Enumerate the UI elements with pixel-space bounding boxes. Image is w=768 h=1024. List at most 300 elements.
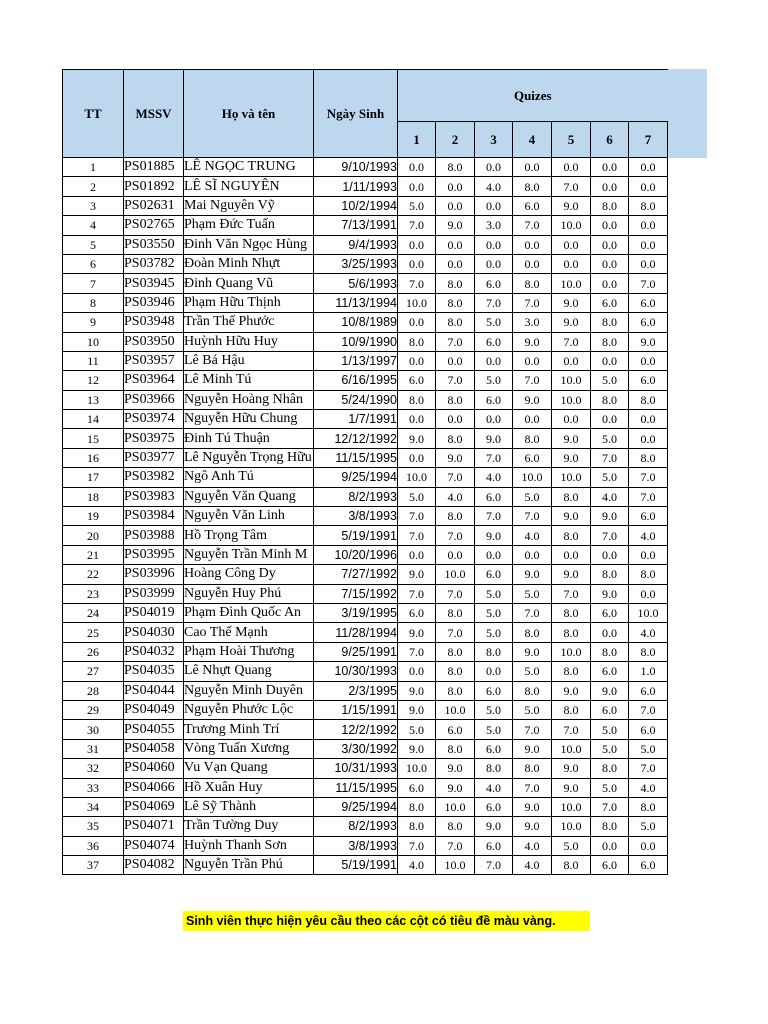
cell-quiz-1[interactable]: 4.0 — [398, 856, 436, 875]
cell-quiz-5[interactable]: 0.0 — [552, 545, 591, 564]
cell-quiz-7[interactable]: 9.0 — [629, 332, 668, 351]
cell-quiz-6[interactable]: 5.0 — [591, 429, 629, 448]
cell-quiz-1[interactable]: 9.0 — [398, 565, 436, 584]
header-quiz-7[interactable]: 7 — [629, 122, 668, 158]
cell-name[interactable]: Nguyễn Văn Linh — [184, 507, 314, 526]
cell-quiz-2[interactable]: 7.0 — [436, 468, 475, 487]
cell-dob[interactable]: 3/25/1993 — [314, 254, 398, 273]
cell-quiz-2[interactable]: 7.0 — [436, 584, 475, 603]
cell-quiz-5[interactable]: 9.0 — [552, 196, 591, 215]
cell-dob[interactable]: 7/13/1991 — [314, 216, 398, 235]
cell-quiz-6[interactable]: 6.0 — [591, 856, 629, 875]
cell-name[interactable]: Đinh Văn Ngọc Hùng — [184, 235, 314, 254]
cell-quiz-1[interactable]: 8.0 — [398, 332, 436, 351]
header-quiz-5[interactable]: 5 — [552, 122, 591, 158]
cell-mssv[interactable]: PS01885 — [124, 158, 184, 177]
cell-quiz-1[interactable]: 7.0 — [398, 507, 436, 526]
cell-mssv[interactable]: PS04058 — [124, 739, 184, 758]
cell-quiz-3[interactable]: 7.0 — [475, 856, 513, 875]
cell-dob[interactable]: 11/15/1995 — [314, 778, 398, 797]
cell-quiz-6[interactable]: 8.0 — [591, 565, 629, 584]
cell-name[interactable]: Hồ Xuân Huy — [184, 778, 314, 797]
cell-mssv[interactable]: PS04032 — [124, 642, 184, 661]
cell-tt[interactable]: 2 — [63, 177, 124, 196]
cell-tt[interactable]: 12 — [63, 371, 124, 390]
cell-mssv[interactable]: PS03946 — [124, 293, 184, 312]
cell-dob[interactable]: 7/15/1992 — [314, 584, 398, 603]
header-dob[interactable]: Ngày Sinh — [314, 70, 398, 158]
cell-quiz-6[interactable]: 8.0 — [591, 196, 629, 215]
header-quiz-1[interactable]: 1 — [398, 122, 436, 158]
cell-quiz-4[interactable]: 4.0 — [513, 526, 552, 545]
cell-quiz-3[interactable]: 3.0 — [475, 216, 513, 235]
cell-quiz-5[interactable]: 0.0 — [552, 351, 591, 370]
cell-quiz-6[interactable]: 6.0 — [591, 662, 629, 681]
cell-quiz-2[interactable]: 10.0 — [436, 856, 475, 875]
cell-tt[interactable]: 21 — [63, 545, 124, 564]
cell-quiz-1[interactable]: 0.0 — [398, 254, 436, 273]
cell-name[interactable]: Đinh Tú Thuận — [184, 429, 314, 448]
cell-dob[interactable]: 9/10/1993 — [314, 158, 398, 177]
cell-quiz-7[interactable]: 6.0 — [629, 371, 668, 390]
cell-quiz-1[interactable]: 7.0 — [398, 526, 436, 545]
cell-quiz-1[interactable]: 0.0 — [398, 313, 436, 332]
cell-quiz-5[interactable]: 9.0 — [552, 313, 591, 332]
cell-mssv[interactable]: PS03999 — [124, 584, 184, 603]
header-quiz-3[interactable]: 3 — [475, 122, 513, 158]
cell-quiz-4[interactable]: 7.0 — [513, 720, 552, 739]
cell-quiz-2[interactable]: 9.0 — [436, 759, 475, 778]
cell-quiz-7[interactable]: 0.0 — [629, 410, 668, 429]
cell-quiz-1[interactable]: 0.0 — [398, 448, 436, 467]
cell-mssv[interactable]: PS03995 — [124, 545, 184, 564]
cell-quiz-2[interactable]: 9.0 — [436, 448, 475, 467]
cell-quiz-4[interactable]: 7.0 — [513, 603, 552, 622]
cell-quiz-6[interactable]: 5.0 — [591, 371, 629, 390]
cell-quiz-5[interactable]: 9.0 — [552, 759, 591, 778]
cell-quiz-5[interactable]: 8.0 — [552, 487, 591, 506]
cell-quiz-3[interactable]: 5.0 — [475, 700, 513, 719]
cell-quiz-4[interactable]: 7.0 — [513, 371, 552, 390]
cell-quiz-2[interactable]: 4.0 — [436, 487, 475, 506]
cell-quiz-2[interactable]: 6.0 — [436, 720, 475, 739]
cell-name[interactable]: LÊ SĨ NGUYÊN — [184, 177, 314, 196]
cell-tt[interactable]: 34 — [63, 797, 124, 816]
cell-dob[interactable]: 6/16/1995 — [314, 371, 398, 390]
cell-quiz-1[interactable]: 0.0 — [398, 235, 436, 254]
cell-quiz-3[interactable]: 7.0 — [475, 507, 513, 526]
cell-quiz-6[interactable]: 9.0 — [591, 507, 629, 526]
cell-mssv[interactable]: PS04049 — [124, 700, 184, 719]
cell-quiz-6[interactable]: 8.0 — [591, 313, 629, 332]
cell-quiz-3[interactable]: 5.0 — [475, 720, 513, 739]
cell-mssv[interactable]: PS04019 — [124, 603, 184, 622]
cell-quiz-6[interactable]: 4.0 — [591, 487, 629, 506]
cell-quiz-3[interactable]: 6.0 — [475, 836, 513, 855]
cell-quiz-2[interactable]: 8.0 — [436, 293, 475, 312]
cell-quiz-4[interactable]: 9.0 — [513, 797, 552, 816]
cell-quiz-4[interactable]: 7.0 — [513, 216, 552, 235]
cell-quiz-2[interactable]: 7.0 — [436, 836, 475, 855]
cell-mssv[interactable]: PS03996 — [124, 565, 184, 584]
cell-mssv[interactable]: PS03948 — [124, 313, 184, 332]
cell-quiz-7[interactable]: 0.0 — [629, 584, 668, 603]
cell-name[interactable]: Trương Minh Trí — [184, 720, 314, 739]
cell-mssv[interactable]: PS04044 — [124, 681, 184, 700]
cell-quiz-3[interactable]: 7.0 — [475, 293, 513, 312]
cell-quiz-4[interactable]: 8.0 — [513, 759, 552, 778]
cell-quiz-4[interactable]: 8.0 — [513, 274, 552, 293]
header-quiz-6[interactable]: 6 — [591, 122, 629, 158]
cell-name[interactable]: Nguyễn Trần Minh M — [184, 545, 314, 564]
cell-tt[interactable]: 22 — [63, 565, 124, 584]
cell-quiz-3[interactable]: 5.0 — [475, 584, 513, 603]
cell-name[interactable]: Trần Thế Phước — [184, 313, 314, 332]
cell-quiz-4[interactable]: 0.0 — [513, 545, 552, 564]
cell-mssv[interactable]: PS01892 — [124, 177, 184, 196]
cell-quiz-4[interactable]: 7.0 — [513, 293, 552, 312]
cell-quiz-2[interactable]: 7.0 — [436, 332, 475, 351]
cell-quiz-7[interactable]: 7.0 — [629, 274, 668, 293]
cell-quiz-6[interactable]: 0.0 — [591, 254, 629, 273]
cell-dob[interactable]: 10/9/1990 — [314, 332, 398, 351]
cell-quiz-5[interactable]: 8.0 — [552, 662, 591, 681]
cell-quiz-2[interactable]: 8.0 — [436, 429, 475, 448]
cell-quiz-3[interactable]: 9.0 — [475, 526, 513, 545]
cell-quiz-1[interactable]: 0.0 — [398, 177, 436, 196]
cell-dob[interactable]: 1/11/1993 — [314, 177, 398, 196]
cell-quiz-7[interactable]: 6.0 — [629, 681, 668, 700]
cell-quiz-7[interactable]: 7.0 — [629, 487, 668, 506]
cell-name[interactable]: LÊ NGỌC TRUNG — [184, 158, 314, 177]
cell-quiz-4[interactable]: 9.0 — [513, 332, 552, 351]
cell-quiz-1[interactable]: 0.0 — [398, 410, 436, 429]
cell-name[interactable]: Nguyễn Phước Lộc — [184, 700, 314, 719]
cell-quiz-1[interactable]: 7.0 — [398, 836, 436, 855]
cell-dob[interactable]: 10/30/1993 — [314, 662, 398, 681]
cell-quiz-6[interactable]: 5.0 — [591, 778, 629, 797]
cell-tt[interactable]: 37 — [63, 856, 124, 875]
cell-quiz-2[interactable]: 0.0 — [436, 177, 475, 196]
cell-name[interactable]: Lê Minh Tú — [184, 371, 314, 390]
cell-dob[interactable]: 10/31/1993 — [314, 759, 398, 778]
cell-quiz-7[interactable]: 1.0 — [629, 662, 668, 681]
cell-tt[interactable]: 16 — [63, 448, 124, 467]
cell-quiz-7[interactable]: 0.0 — [629, 545, 668, 564]
cell-quiz-6[interactable]: 0.0 — [591, 410, 629, 429]
cell-quiz-3[interactable]: 7.0 — [475, 448, 513, 467]
cell-mssv[interactable]: PS04060 — [124, 759, 184, 778]
cell-mssv[interactable]: PS04066 — [124, 778, 184, 797]
cell-tt[interactable]: 15 — [63, 429, 124, 448]
cell-quiz-4[interactable]: 8.0 — [513, 623, 552, 642]
cell-name[interactable]: Lê Nhựt Quang — [184, 662, 314, 681]
cell-quiz-1[interactable]: 6.0 — [398, 603, 436, 622]
cell-quiz-6[interactable]: 7.0 — [591, 448, 629, 467]
cell-quiz-3[interactable]: 6.0 — [475, 739, 513, 758]
cell-dob[interactable]: 5/19/1991 — [314, 856, 398, 875]
cell-mssv[interactable]: PS02631 — [124, 196, 184, 215]
cell-quiz-2[interactable]: 8.0 — [436, 313, 475, 332]
cell-mssv[interactable]: PS03988 — [124, 526, 184, 545]
cell-name[interactable]: Nguyễn Hữu Chung — [184, 410, 314, 429]
cell-quiz-1[interactable]: 7.0 — [398, 584, 436, 603]
cell-quiz-6[interactable]: 0.0 — [591, 216, 629, 235]
cell-dob[interactable]: 5/24/1990 — [314, 390, 398, 409]
cell-name[interactable]: Phạm Hoài Thương — [184, 642, 314, 661]
cell-name[interactable]: Mai Nguyên Vỹ — [184, 196, 314, 215]
cell-quiz-3[interactable]: 6.0 — [475, 390, 513, 409]
cell-quiz-7[interactable]: 0.0 — [629, 177, 668, 196]
cell-mssv[interactable]: PS04055 — [124, 720, 184, 739]
cell-mssv[interactable]: PS03957 — [124, 351, 184, 370]
cell-mssv[interactable]: PS03982 — [124, 468, 184, 487]
cell-quiz-4[interactable]: 0.0 — [513, 410, 552, 429]
cell-quiz-2[interactable]: 10.0 — [436, 700, 475, 719]
cell-quiz-7[interactable]: 5.0 — [629, 739, 668, 758]
cell-dob[interactable]: 1/7/1991 — [314, 410, 398, 429]
cell-quiz-3[interactable]: 6.0 — [475, 681, 513, 700]
cell-quiz-6[interactable]: 5.0 — [591, 720, 629, 739]
cell-quiz-5[interactable]: 0.0 — [552, 158, 591, 177]
cell-quiz-5[interactable]: 10.0 — [552, 468, 591, 487]
cell-quiz-4[interactable]: 3.0 — [513, 313, 552, 332]
cell-quiz-4[interactable]: 6.0 — [513, 448, 552, 467]
cell-tt[interactable]: 23 — [63, 584, 124, 603]
cell-quiz-2[interactable]: 0.0 — [436, 351, 475, 370]
cell-quiz-5[interactable]: 9.0 — [552, 507, 591, 526]
cell-quiz-1[interactable]: 5.0 — [398, 720, 436, 739]
cell-quiz-6[interactable]: 7.0 — [591, 797, 629, 816]
cell-name[interactable]: Phạm Đình Quốc An — [184, 603, 314, 622]
cell-quiz-7[interactable]: 8.0 — [629, 196, 668, 215]
cell-name[interactable]: Ngô Anh Tú — [184, 468, 314, 487]
cell-name[interactable]: Cao Thế Mạnh — [184, 623, 314, 642]
cell-mssv[interactable]: PS03974 — [124, 410, 184, 429]
cell-name[interactable]: Nguyễn Minh Duyên — [184, 681, 314, 700]
cell-quiz-1[interactable]: 6.0 — [398, 778, 436, 797]
cell-quiz-2[interactable]: 10.0 — [436, 797, 475, 816]
cell-tt[interactable]: 19 — [63, 507, 124, 526]
cell-quiz-3[interactable]: 4.0 — [475, 177, 513, 196]
cell-quiz-2[interactable]: 8.0 — [436, 681, 475, 700]
cell-mssv[interactable]: PS03975 — [124, 429, 184, 448]
cell-mssv[interactable]: PS03964 — [124, 371, 184, 390]
cell-quiz-1[interactable]: 5.0 — [398, 196, 436, 215]
cell-quiz-7[interactable]: 4.0 — [629, 526, 668, 545]
cell-name[interactable]: Huỳnh Thanh Sơn — [184, 836, 314, 855]
cell-name[interactable]: Đinh Quang Vũ — [184, 274, 314, 293]
cell-quiz-7[interactable]: 10.0 — [629, 603, 668, 622]
cell-quiz-7[interactable]: 7.0 — [629, 759, 668, 778]
cell-mssv[interactable]: PS02765 — [124, 216, 184, 235]
cell-quiz-2[interactable]: 7.0 — [436, 623, 475, 642]
cell-quiz-3[interactable]: 4.0 — [475, 468, 513, 487]
cell-name[interactable]: Huỳnh Hữu Huy — [184, 332, 314, 351]
cell-quiz-6[interactable]: 0.0 — [591, 274, 629, 293]
cell-tt[interactable]: 32 — [63, 759, 124, 778]
cell-quiz-5[interactable]: 7.0 — [552, 332, 591, 351]
cell-quiz-5[interactable]: 0.0 — [552, 254, 591, 273]
cell-quiz-1[interactable]: 7.0 — [398, 274, 436, 293]
cell-name[interactable]: Nguyễn Trần Phú — [184, 856, 314, 875]
cell-dob[interactable]: 9/25/1994 — [314, 468, 398, 487]
cell-tt[interactable]: 11 — [63, 351, 124, 370]
cell-quiz-6[interactable]: 0.0 — [591, 351, 629, 370]
cell-dob[interactable]: 9/4/1993 — [314, 235, 398, 254]
cell-quiz-2[interactable]: 8.0 — [436, 739, 475, 758]
cell-quiz-5[interactable]: 10.0 — [552, 817, 591, 836]
cell-quiz-4[interactable]: 5.0 — [513, 700, 552, 719]
cell-mssv[interactable]: PS04069 — [124, 797, 184, 816]
cell-quiz-2[interactable]: 8.0 — [436, 274, 475, 293]
cell-quiz-3[interactable]: 0.0 — [475, 254, 513, 273]
header-mssv[interactable]: MSSV — [124, 70, 184, 158]
cell-quiz-4[interactable]: 5.0 — [513, 487, 552, 506]
cell-quiz-5[interactable]: 10.0 — [552, 739, 591, 758]
cell-quiz-1[interactable]: 10.0 — [398, 293, 436, 312]
cell-quiz-4[interactable]: 9.0 — [513, 565, 552, 584]
cell-quiz-3[interactable]: 9.0 — [475, 817, 513, 836]
cell-mssv[interactable]: PS04082 — [124, 856, 184, 875]
cell-dob[interactable]: 5/19/1991 — [314, 526, 398, 545]
cell-quiz-2[interactable]: 0.0 — [436, 235, 475, 254]
cell-dob[interactable]: 1/13/1997 — [314, 351, 398, 370]
cell-quiz-2[interactable]: 9.0 — [436, 216, 475, 235]
cell-quiz-4[interactable]: 4.0 — [513, 856, 552, 875]
cell-quiz-2[interactable]: 9.0 — [436, 778, 475, 797]
cell-dob[interactable]: 12/12/1992 — [314, 429, 398, 448]
cell-quiz-6[interactable]: 0.0 — [591, 177, 629, 196]
cell-quiz-1[interactable]: 10.0 — [398, 468, 436, 487]
cell-quiz-1[interactable]: 10.0 — [398, 759, 436, 778]
cell-dob[interactable]: 9/25/1994 — [314, 797, 398, 816]
cell-quiz-3[interactable]: 8.0 — [475, 642, 513, 661]
cell-quiz-1[interactable]: 8.0 — [398, 390, 436, 409]
cell-quiz-3[interactable]: 5.0 — [475, 603, 513, 622]
cell-name[interactable]: Lê Sỹ Thành — [184, 797, 314, 816]
cell-dob[interactable]: 3/8/1993 — [314, 507, 398, 526]
cell-dob[interactable]: 10/20/1996 — [314, 545, 398, 564]
cell-quiz-6[interactable]: 8.0 — [591, 642, 629, 661]
cell-quiz-7[interactable]: 0.0 — [629, 254, 668, 273]
cell-quiz-3[interactable]: 5.0 — [475, 623, 513, 642]
cell-name[interactable]: Vòng Tuấn Xương — [184, 739, 314, 758]
cell-quiz-4[interactable]: 9.0 — [513, 390, 552, 409]
cell-name[interactable]: Vu Vạn Quang — [184, 759, 314, 778]
cell-quiz-6[interactable]: 0.0 — [591, 836, 629, 855]
cell-quiz-4[interactable]: 5.0 — [513, 584, 552, 603]
cell-mssv[interactable]: PS04030 — [124, 623, 184, 642]
cell-quiz-6[interactable]: 9.0 — [591, 681, 629, 700]
cell-tt[interactable]: 1 — [63, 158, 124, 177]
cell-quiz-2[interactable]: 8.0 — [436, 158, 475, 177]
cell-mssv[interactable]: PS04071 — [124, 817, 184, 836]
cell-dob[interactable]: 3/19/1995 — [314, 603, 398, 622]
cell-quiz-3[interactable]: 8.0 — [475, 759, 513, 778]
cell-quiz-5[interactable]: 5.0 — [552, 836, 591, 855]
cell-quiz-4[interactable]: 0.0 — [513, 351, 552, 370]
cell-quiz-7[interactable]: 6.0 — [629, 313, 668, 332]
cell-quiz-2[interactable]: 0.0 — [436, 254, 475, 273]
cell-quiz-1[interactable]: 8.0 — [398, 817, 436, 836]
cell-quiz-1[interactable]: 7.0 — [398, 642, 436, 661]
cell-quiz-4[interactable]: 0.0 — [513, 254, 552, 273]
cell-quiz-5[interactable]: 9.0 — [552, 448, 591, 467]
cell-dob[interactable]: 10/2/1994 — [314, 196, 398, 215]
cell-tt[interactable]: 29 — [63, 700, 124, 719]
cell-quiz-2[interactable]: 8.0 — [436, 507, 475, 526]
cell-quiz-5[interactable]: 8.0 — [552, 623, 591, 642]
cell-quiz-5[interactable]: 10.0 — [552, 371, 591, 390]
cell-quiz-6[interactable]: 8.0 — [591, 390, 629, 409]
cell-name[interactable]: Hoàng Công Dy — [184, 565, 314, 584]
cell-quiz-4[interactable]: 4.0 — [513, 836, 552, 855]
cell-quiz-1[interactable]: 0.0 — [398, 351, 436, 370]
cell-tt[interactable]: 24 — [63, 603, 124, 622]
cell-quiz-7[interactable]: 7.0 — [629, 468, 668, 487]
cell-quiz-5[interactable]: 10.0 — [552, 642, 591, 661]
cell-dob[interactable]: 7/27/1992 — [314, 565, 398, 584]
cell-tt[interactable]: 25 — [63, 623, 124, 642]
cell-name[interactable]: Lê Nguyễn Trọng Hữu — [184, 448, 314, 467]
cell-mssv[interactable]: PS03983 — [124, 487, 184, 506]
cell-quiz-6[interactable]: 6.0 — [591, 293, 629, 312]
cell-dob[interactable]: 11/13/1994 — [314, 293, 398, 312]
cell-name[interactable]: Đoàn Minh Nhựt — [184, 254, 314, 273]
cell-quiz-4[interactable]: 9.0 — [513, 642, 552, 661]
cell-quiz-2[interactable]: 0.0 — [436, 196, 475, 215]
cell-quiz-1[interactable]: 9.0 — [398, 681, 436, 700]
cell-tt[interactable]: 5 — [63, 235, 124, 254]
cell-quiz-4[interactable]: 8.0 — [513, 429, 552, 448]
cell-quiz-7[interactable]: 8.0 — [629, 448, 668, 467]
cell-tt[interactable]: 13 — [63, 390, 124, 409]
cell-name[interactable]: Hồ Trọng Tâm — [184, 526, 314, 545]
cell-tt[interactable]: 4 — [63, 216, 124, 235]
cell-quiz-2[interactable]: 8.0 — [436, 817, 475, 836]
cell-quiz-4[interactable]: 0.0 — [513, 235, 552, 254]
cell-quiz-5[interactable]: 8.0 — [552, 603, 591, 622]
cell-dob[interactable]: 8/2/1993 — [314, 817, 398, 836]
cell-quiz-3[interactable]: 6.0 — [475, 797, 513, 816]
cell-quiz-7[interactable]: 6.0 — [629, 293, 668, 312]
cell-name[interactable]: Phạm Hữu Thịnh — [184, 293, 314, 312]
cell-quiz-5[interactable]: 7.0 — [552, 720, 591, 739]
cell-quiz-2[interactable]: 8.0 — [436, 390, 475, 409]
cell-tt[interactable]: 10 — [63, 332, 124, 351]
cell-quiz-3[interactable]: 5.0 — [475, 313, 513, 332]
cell-name[interactable]: Trần Tường Duy — [184, 817, 314, 836]
cell-quiz-7[interactable]: 4.0 — [629, 778, 668, 797]
cell-quiz-3[interactable]: 0.0 — [475, 351, 513, 370]
cell-quiz-5[interactable]: 7.0 — [552, 584, 591, 603]
cell-quiz-6[interactable]: 9.0 — [591, 584, 629, 603]
cell-name[interactable]: Phạm Đức Tuấn — [184, 216, 314, 235]
cell-quiz-3[interactable]: 0.0 — [475, 235, 513, 254]
cell-tt[interactable]: 31 — [63, 739, 124, 758]
cell-tt[interactable]: 18 — [63, 487, 124, 506]
cell-dob[interactable]: 9/25/1991 — [314, 642, 398, 661]
cell-quiz-7[interactable]: 7.0 — [629, 700, 668, 719]
cell-quiz-7[interactable]: 0.0 — [629, 158, 668, 177]
cell-tt[interactable]: 8 — [63, 293, 124, 312]
cell-quiz-6[interactable]: 0.0 — [591, 545, 629, 564]
cell-quiz-4[interactable]: 7.0 — [513, 778, 552, 797]
cell-quiz-1[interactable]: 6.0 — [398, 371, 436, 390]
cell-quiz-3[interactable]: 0.0 — [475, 662, 513, 681]
cell-tt[interactable]: 26 — [63, 642, 124, 661]
